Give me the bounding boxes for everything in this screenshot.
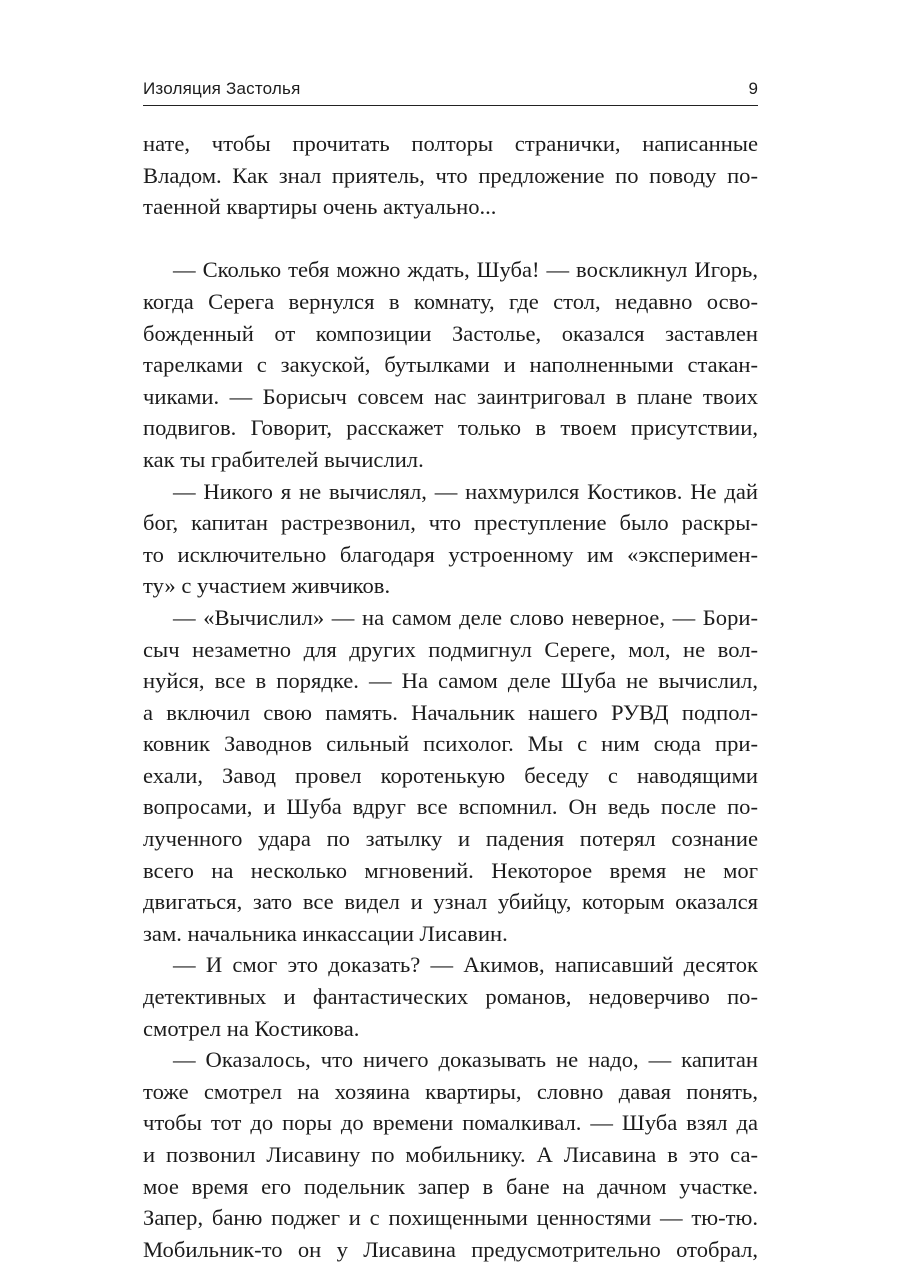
text-line: то исключительно благодаря устроенному им «эксперимен- <box>143 541 758 567</box>
text-line: бог, капитан растрезвонил, что преступление было раскры- <box>143 510 758 536</box>
text-line: Мобильник-то он у Лисавина предусмотрительно отобрал, <box>143 1236 758 1262</box>
text-line: лученного удара по затылку и падения потерял сознание <box>143 826 758 852</box>
paragraph-gap <box>143 223 758 255</box>
text-line: нуйся, все в порядке. — На самом деле Шуба не вычислил, <box>143 668 758 694</box>
text-line: двигаться, зато все видел и узнал убийцу, которым оказался <box>143 889 758 915</box>
text-line: а включил свою память. Начальник нашего РУВД подпол- <box>143 699 758 725</box>
text-line: таенной квартиры очень актуально... <box>143 194 497 220</box>
text-line: тарелками с закуской, бутылками и наполненными стакан- <box>143 352 758 378</box>
header-rule <box>143 105 758 106</box>
text-line: ковник Заводнов сильный психолог. Мы с ним сюда при- <box>143 731 758 757</box>
text-line: всего на несколько мгновений. Некоторое время не мог <box>143 857 758 883</box>
text-line: — Сколько тебя можно ждать, Шуба! — воскликнул Игорь, <box>173 257 758 283</box>
text-line: подвигов. Говорит, расскажет только в твоем присутствии, <box>143 415 758 441</box>
text-line: ехали, Завод провел коротенькую беседу с наводящими <box>143 762 758 788</box>
running-header <box>143 77 758 103</box>
text-line: чтобы тот до поры до времени помалкивал. — Шуба взял да <box>143 1110 758 1136</box>
text-line: Запер, баню поджег и с похищенными ценностями — тю-тю. <box>143 1205 758 1231</box>
body-text <box>143 128 758 1265</box>
text-line: — «Вычислил» — на самом деле слово неверное, — Бори- <box>173 604 758 630</box>
text-line: вопросами, и Шуба вдруг все вспомнил. Он ведь после по- <box>143 794 758 820</box>
page-number: 9 <box>748 79 758 98</box>
text-line: — Оказалось, что ничего доказывать не надо, — капитан <box>173 1047 758 1073</box>
text-line: детективных и фантастических романов, недоверчиво по- <box>143 984 758 1010</box>
text-line: — Никого я не вычислял, — нахмурился Костиков. Не дай <box>173 478 758 504</box>
text-line: сыч незаметно для других подмигнул Сереге, мол, не вол- <box>143 636 758 662</box>
text-line: и позвонил Лисавину по мобильнику. А Лисавина в это са- <box>143 1142 758 1167</box>
text-line: божденный от композиции Застолье, оказался заставлен <box>143 320 758 346</box>
text-line: — И смог это доказать? — Акимов, написавший десяток <box>173 952 758 978</box>
text-line: как ты грабителей вычислил. <box>143 446 424 472</box>
text-line: Владом. Как знал приятель, что предложение по поводу по- <box>143 162 758 188</box>
text-line: тоже смотрел на хозяина квартиры, словно давая понять, <box>143 1078 758 1104</box>
text-line: смотрел на Костикова. <box>143 1015 360 1041</box>
running-title: Изоляция Застолья <box>143 79 301 98</box>
text-line: чиками. — Борисыч совсем нас заинтриговал в плане твоих <box>143 383 758 409</box>
text-line: ту» с участием живчиков. <box>143 573 391 599</box>
text-line: нате, чтобы прочитать полторы странички, написанные <box>143 131 758 156</box>
text-line: зам. начальника инкассации Лисавин. <box>143 920 508 946</box>
text-line: когда Серега вернулся в комнату, где стол, недавно осво- <box>143 288 758 314</box>
text-line: мое время его подельник запер в бане на дачном участке. <box>143 1173 758 1199</box>
